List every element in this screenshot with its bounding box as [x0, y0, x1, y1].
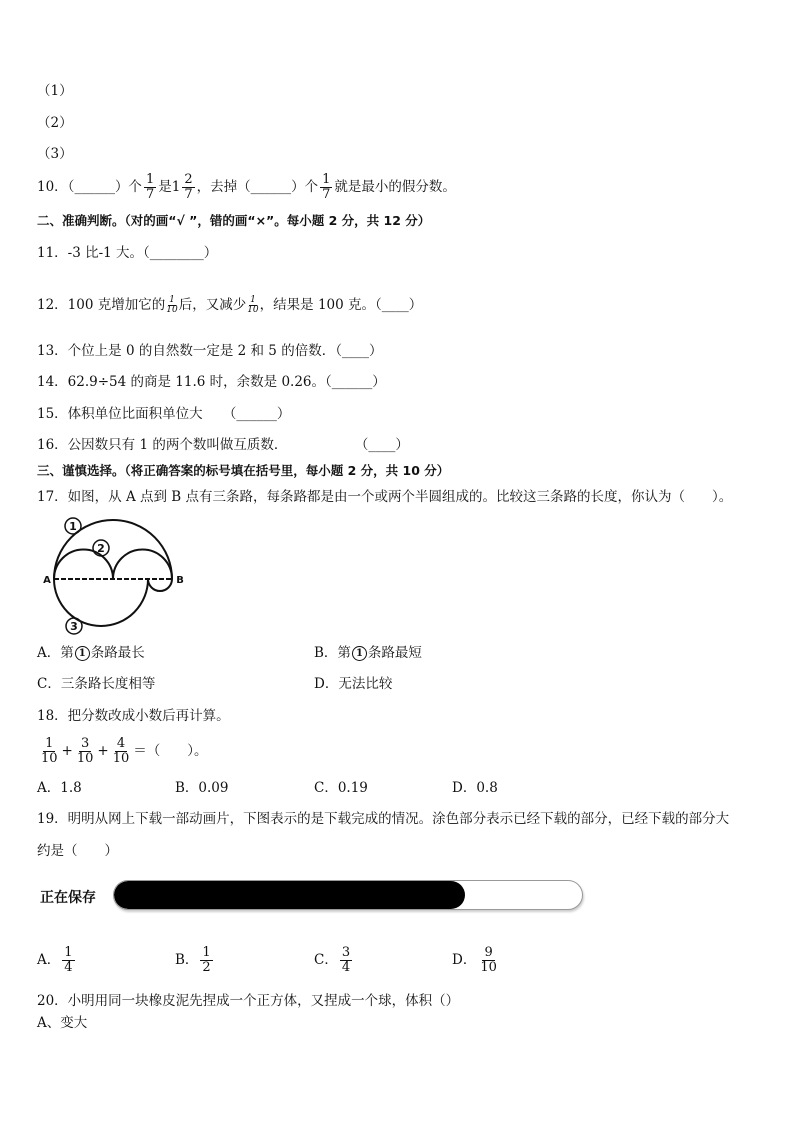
- q19-option-d[interactable]: [452, 940, 501, 980]
- q20-option-a[interactable]: A、变大: [37, 1015, 88, 1031]
- progress-track: [113, 880, 583, 910]
- fraction: $\frac{1}{7}$: [145, 172, 155, 202]
- circled-number-1: 1: [352, 646, 367, 661]
- question-16: 16．公因数只有 1 的两个数叫做互质数． （____）: [37, 437, 409, 453]
- q19-option-b[interactable]: [175, 940, 215, 980]
- q10-text: ）个: [114, 179, 142, 195]
- question-11: 11．-3 比-1 大。（________）: [37, 245, 218, 261]
- equals-text: ＝（ ）。: [133, 743, 208, 759]
- option-text: B．: [175, 952, 199, 968]
- progress-label: 正在保存: [40, 890, 96, 906]
- label-1-text: 1: [69, 520, 77, 533]
- option-text: A．: [37, 952, 61, 968]
- question-13: 13．个位上是 0 的自然数一定是 2 和 5 的倍数．（____）: [37, 343, 383, 359]
- fraction: $\frac{1}{7}$: [322, 172, 331, 202]
- section-2-heading: 二、准确判断。（对的画“√ ”，错的画“×”。每小题 2 分，共 12 分）: [37, 213, 431, 228]
- q17-option-a[interactable]: [37, 644, 145, 662]
- path-2-semicircle-right: [113, 550, 172, 580]
- question-12: [37, 292, 422, 318]
- q18-option-b[interactable]: B．0.09: [175, 780, 229, 796]
- circled-number-1: 1: [75, 646, 90, 661]
- path-3-semicircle-small: [148, 579, 172, 591]
- question-19-line-2: 约是（ ）: [37, 843, 118, 859]
- q12-text: 12．100 克增加它的: [37, 297, 166, 313]
- point-b-label: B: [176, 575, 184, 586]
- question-17-stem: 17．如图，从 A 点到 B 点有三条路，每条路都是由一个或两个半圆组成的。比较这三条路的长度，你认为（ ）。: [37, 489, 733, 505]
- q10-text: 是1: [158, 179, 181, 195]
- q10-text: ）个: [291, 179, 319, 195]
- q17-option-c[interactable]: C．三条路长度相等: [37, 676, 156, 692]
- option-text: B．第: [314, 645, 351, 661]
- question-18-stem: 18．把分数改成小数后再计算。: [37, 708, 230, 724]
- question-20-stem: 20．小明用同一块橡皮泥先捏成一个正方体，又捏成一个球，体积（）: [37, 993, 460, 1009]
- q12-text: 后，又减少: [178, 297, 247, 313]
- progress-fill: [114, 881, 465, 909]
- q19-option-a[interactable]: [37, 940, 77, 980]
- q10-text: ，去掉（: [196, 179, 251, 195]
- item-1: （1）: [37, 83, 73, 99]
- label-3-text: 3: [70, 620, 78, 633]
- fraction: $\frac{9}{10}$: [480, 945, 497, 975]
- option-text: 条路最短: [367, 645, 422, 661]
- fraction: $\frac{3}{4}$: [341, 945, 351, 975]
- label-2-text: 2: [97, 542, 105, 555]
- fraction: $\frac{1}{10}$: [166, 295, 178, 315]
- fraction: $\frac{1}{4}$: [64, 945, 73, 975]
- item-2: （2）: [37, 115, 73, 131]
- question-18-expression: [37, 731, 208, 771]
- question-15: 15．体积单位比面积单位大 （______）: [37, 406, 291, 422]
- plus-sign: +: [97, 743, 109, 759]
- question-19-line-1: 19．明明从网上下载一部动画片，下图表示的是下载完成的情况。涂色部分表示已经下载的部分，已经下载的部分大: [37, 811, 730, 827]
- question-10: [37, 172, 456, 202]
- plus-sign: +: [61, 743, 73, 759]
- section-3-heading: 三、谨慎选择。（将正确答案的标号填在括号里，每小题 2 分，共 10 分）: [37, 463, 450, 478]
- q18-option-c[interactable]: C．0.19: [314, 780, 368, 796]
- q10-blank-2[interactable]: ______: [250, 179, 292, 195]
- question-14: 14．62.9÷54 的商是 11.6 时，余数是 0.26。（______）: [37, 374, 386, 390]
- fraction: $\frac{1}{2}$: [202, 945, 211, 975]
- q12-text: ，结果是 100 克。（____）: [259, 297, 423, 313]
- fraction: $\frac{3}{10}$: [76, 736, 94, 766]
- option-text: 条路最长: [90, 645, 145, 661]
- point-a-label: A: [43, 575, 51, 586]
- option-text: C．: [314, 952, 338, 968]
- option-text: A．第: [37, 645, 74, 661]
- item-3: （3）: [37, 146, 73, 162]
- q10-text: 就是最小的假分数。: [334, 179, 456, 195]
- q18-option-d[interactable]: D．0.8: [452, 780, 498, 796]
- q10-blank-1[interactable]: ______: [74, 179, 115, 195]
- fraction: $\frac{4}{10}$: [112, 736, 130, 766]
- fraction: $\frac{2}{7}$: [184, 172, 193, 202]
- option-text: D．: [452, 952, 477, 968]
- fraction: $\frac{1}{10}$: [247, 295, 259, 315]
- q17-option-b[interactable]: [314, 644, 422, 662]
- fraction: $\frac{1}{10}$: [41, 736, 58, 766]
- q18-option-a[interactable]: A．1.8: [37, 780, 82, 796]
- q19-option-c[interactable]: [314, 940, 354, 980]
- q10-text: 10．（: [37, 179, 75, 195]
- q17-option-d[interactable]: D．无法比较: [314, 676, 393, 692]
- three-paths-figure: [40, 517, 190, 635]
- path-3-semicircle-large: [54, 579, 148, 626]
- download-progress: [40, 878, 585, 916]
